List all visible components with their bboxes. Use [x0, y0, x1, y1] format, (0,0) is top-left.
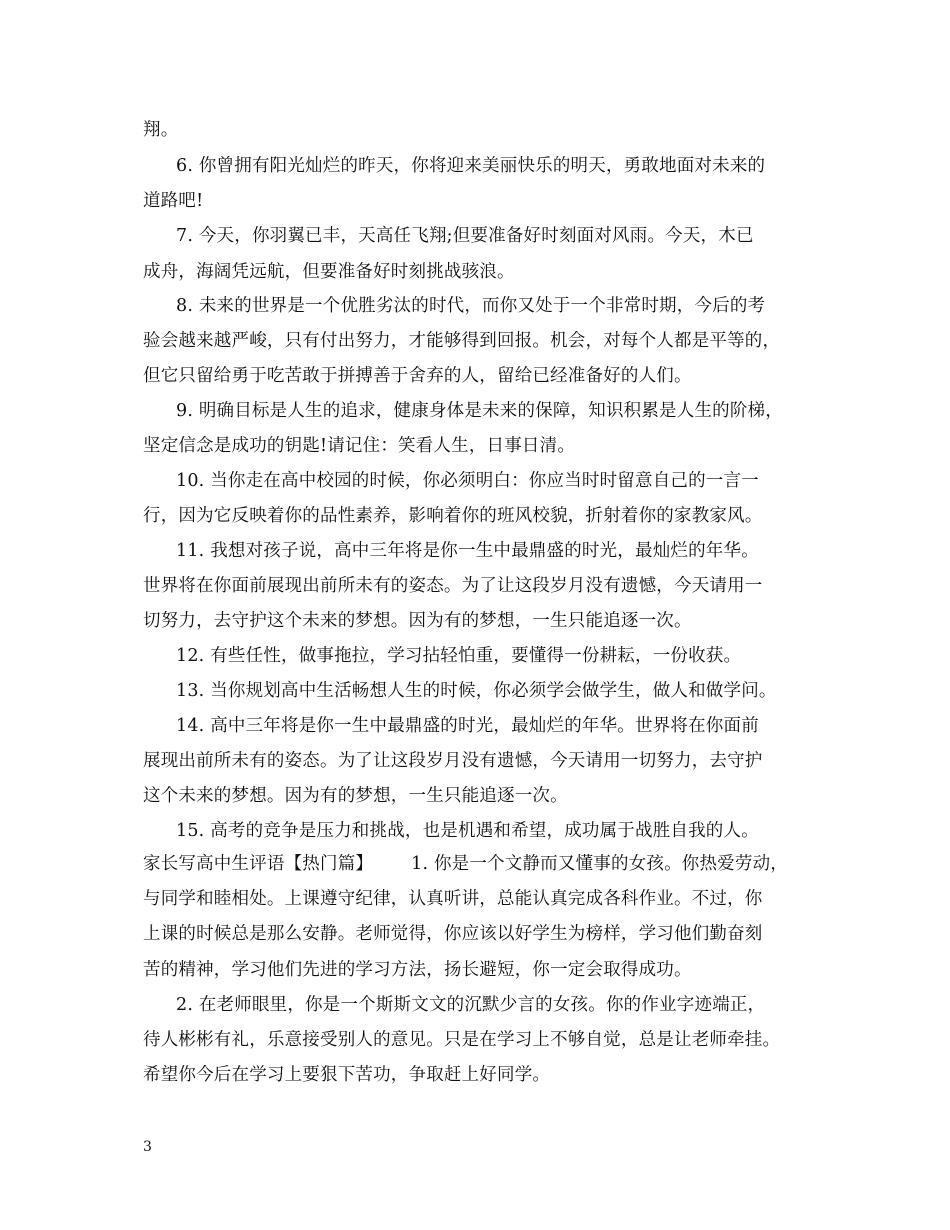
section-heading-line — [143, 852, 788, 876]
text-line: 行，因为它反映着你的品性素养，影响着你的班风校貌，折射着你的家教家风。 — [143, 506, 763, 526]
text-line: 这个未来的梦想。因为有的梦想，一生只能追逐一次。 — [143, 786, 568, 806]
text-line: 苦的精神，学习他们先进的学习方法，扬长避短，你一定会取得成功。 — [143, 960, 692, 980]
text-line: 2. 在老师眼里，你是一个斯斯文文的沉默少言的女孩。你的作业字迹端正， — [176, 995, 766, 1015]
text-line: 展现出前所未有的姿态。为了让这段岁月没有遗憾，今天请用一切努力，去守护 — [143, 751, 763, 771]
text-line: 14. 高中三年将是你一生中最鼎盛的时光，最灿烂的年华。世界将在你面前 — [176, 716, 759, 736]
text-line: 待人彬彬有礼，乐意接受别人的意见。只是在学习上不够自觉，总是让老师牵挂。 — [143, 1030, 781, 1050]
page-number: 3 — [143, 1139, 152, 1155]
text-line: 6. 你曾拥有阳光灿烂的昨天，你将迎来美丽快乐的明天，勇敢地面对未来的 — [176, 156, 766, 176]
text-line: 翔。 — [143, 120, 179, 140]
text-line: 成舟，海阔凭远航，但要准备好时刻挑战骇浪。 — [143, 262, 515, 282]
text-line: 世界将在你面前展现出前所未有的姿态。为了让这段岁月没有遗憾，今天请用一 — [143, 576, 763, 596]
text-line: 15. 高考的竞争是压力和挑战，也是机遇和希望，成功属于战胜自我的人。 — [176, 821, 759, 841]
text-line: 坚定信念是成功的钥匙!请记住：笑看人生，日事日清。 — [143, 436, 576, 456]
text-line: 上课的时候总是那么安静。老师觉得，你应该以好学生为榜样，学习他们勤奋刻 — [143, 924, 763, 944]
text-line: 与同学和睦相处。上课遵守纪律，认真听讲，总能认真完成各科作业。不过，你 — [143, 889, 763, 909]
text-line: 12. 有些任性，做事拖拉，学习拈轻怕重，要懂得一份耕耘，一份收获。 — [176, 646, 742, 666]
text-line: 验会越来越严峻，只有付出努力，才能够得到回报。机会，对每个人都是平等的， — [143, 331, 781, 351]
text-line: 10. 当你走在高中校园的时候，你必须明白：你应当时时留意自己的一言一 — [176, 471, 759, 491]
text-line: 希望你今后在学习上要狠下苦功，争取赶上好同学。 — [143, 1065, 551, 1085]
text-line: 8. 未来的世界是一个优胜劣汰的时代，而你又处于一个非常时期，今后的考 — [176, 296, 766, 316]
text-line: 13. 当你规划高中生活畅想人生的时候，你必须学会做学生，做人和做学问。 — [176, 681, 777, 701]
text-line: 11. 我想对孩子说，高中三年将是你一生中最鼎盛的时光，最灿烂的年华。 — [176, 541, 759, 561]
text-line: 1. 你是一个文静而又懂事的女孩。你热爱劳动， — [411, 854, 788, 874]
text-line: 道路吧! — [143, 191, 204, 211]
text-line: 9. 明确目标是人生的追求，健康身体是未来的保障，知识积累是人生的阶梯， — [176, 401, 783, 421]
text-line: 切努力，去守护这个未来的梦想。因为有的梦想，一生只能追逐一次。 — [143, 611, 692, 631]
text-line: 7. 今天，你羽翼已丰，天高任飞翔;但要准备好时刻面对风雨。今天，木已 — [176, 226, 754, 246]
text-line: 但它只留给勇于吃苦敢于拼搏善于舍弃的人，留给已经准备好的人们。 — [143, 366, 692, 386]
section-heading: 家长写高中生评语【热门篇】 — [143, 854, 374, 874]
